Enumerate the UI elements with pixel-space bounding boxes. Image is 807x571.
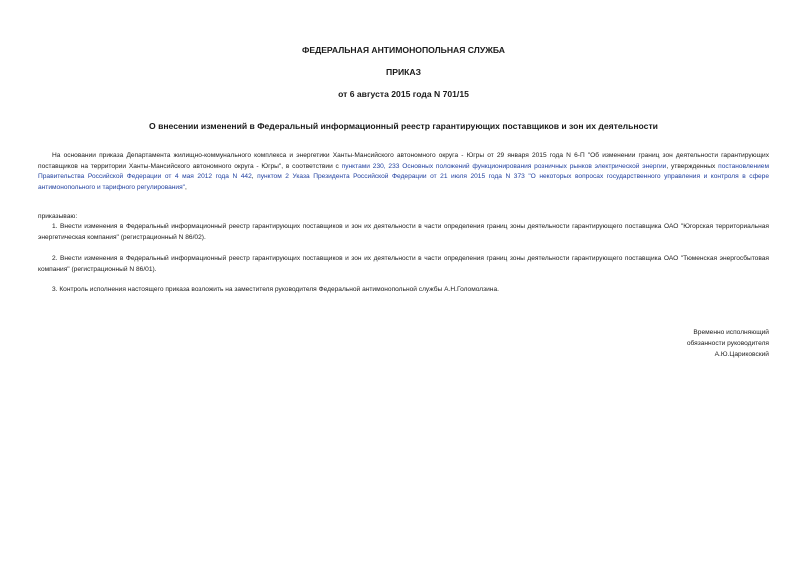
document-type: ПРИКАЗ (386, 67, 421, 77)
preamble-text-2: , утвержденных (666, 162, 719, 170)
link-government-resolution-442[interactable]: постановлением Правительства Российской Федерации от 4 мая 2012 года N 442 (38, 162, 769, 181)
link-presidential-decree-373[interactable]: пунктом 2 Указа Президента Российской Федерации от 21 июля 2015 года N 373 "О некоторых вопросах государственного управления и контроля в сфере антимонопольного и тарифного регулирования" (38, 173, 769, 191)
document-date-number: от 6 августа 2015 года N 701/15 (338, 89, 469, 99)
preamble-text-1: На основании приказа Департамента жилищно-коммунального комплекса и энергетики Ханты-Мансийского автономного округа - Югры от 29 января 2015 года N 6-П "Об изменении границ зон деятельности гарантирующих поставщиков на территории Ханты-Мансийского автономного округа - Югры", в соответствии с (38, 152, 769, 170)
order-word: приказываю: (38, 213, 78, 220)
preamble-text-4: , (185, 183, 187, 191)
link-electricity-market-provisions[interactable]: пунктами 230, 233 Основных положений функционирования розничных рынков электрической энергии (341, 162, 667, 170)
signature-name: А.Ю.Цариковский (714, 351, 769, 359)
agency-name: ФЕДЕРАЛЬНАЯ АНТИМОНОПОЛЬНАЯ СЛУЖБА (302, 45, 505, 55)
preamble-text-3: , (251, 173, 258, 181)
document-title: О внесении изменений в Федеральный информационный реестр гарантирующих поставщиков и зон их деятельности (149, 121, 658, 131)
signature-position-line-1: Временно исполняющий (693, 329, 769, 336)
order-item-2: 2. Внести изменения в Федеральный информационный реестр гарантирующих поставщиков и зон их деятельности в части определения границ зоны деятельности гарантирующего поставщика ОАО "Тюменская энергосбытовая компания" (регистрационный N 86/01). (38, 255, 769, 273)
order-item-1: 1. Внести изменения в Федеральный информационный реестр гарантирующих поставщиков и зон их деятельности в части определения границ зоны деятельности гарантирующего поставщика ОАО "Югорская территориальная энергетическая компания" (регистрационный N 86/02). (38, 223, 769, 241)
preamble-paragraph (38, 151, 769, 193)
signature-block (569, 327, 769, 361)
signature-position-line-2: обязанности руководителя (686, 340, 769, 348)
order-item-3: 3. Контроль исполнения настоящего приказа возложить на заместителя руководителя Федеральной антимонопольной службы А.Н.Голомолзина. (52, 286, 499, 293)
